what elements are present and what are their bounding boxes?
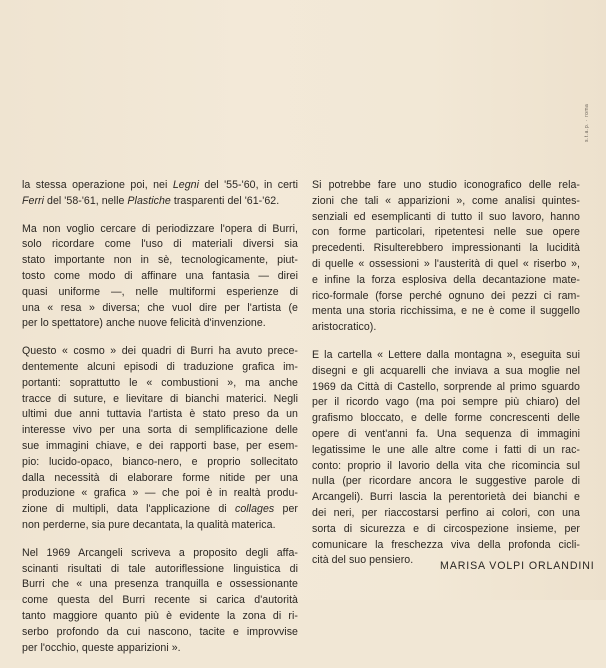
text-line: Si potrebbe fare uno studio iconografico delle rela-: [312, 179, 580, 191]
text-line: come questa del Burri recente si carica d'autorità: [22, 594, 298, 607]
text-line: serbo profondo da cui nascono, tacite e improvvise: [22, 625, 298, 638]
text-line: tracce di suture, e lievitare di bianchi materici. Negli: [22, 392, 298, 405]
italic-term-ferri: Ferri: [22, 194, 45, 207]
text-line: conto: proprio il lavorio della vita che ricomincia sul: [312, 459, 580, 472]
paragraph-3: [22, 344, 298, 534]
text-line: una « resa » diversa; che vuol dire per l'artista (e: [22, 301, 298, 314]
text-line-fragment: zione di multipli, data l'applicazione di: [22, 503, 235, 516]
italic-term-plastiche: Plastiche: [127, 194, 171, 207]
text-line: tosto come modo di affinare una fantasia — direi: [22, 269, 298, 282]
text-line: dei neri, per riaccostarsi perfino ai colori, con una: [312, 506, 580, 519]
text-line: dentemente alcuni episodi di traduzione grafica im-: [22, 360, 298, 373]
text-line: stato importante non in sè, tecnologicamente, piut-: [22, 254, 298, 267]
text-line: Ma non voglio cercare di periodizzare l'opera di Burri,: [22, 222, 298, 235]
text-line: solo ricordare come l'uso di materiali diversi sia: [22, 238, 298, 251]
text-line: dalla necessità di elaborare forme nitide per una: [22, 471, 298, 484]
text-line: quasi uniforme —, nelle multiformi esperienze di: [22, 285, 298, 298]
text-line: comunicare la freschezza viva della profonda cicli-: [312, 538, 580, 551]
text-line: precedenti. Risulterebbero impressionanti la lucidità: [312, 242, 580, 255]
paragraph-6: [312, 348, 580, 569]
text-line: Arcangeli). Burri lascia la perentorietà dei bianchi e: [312, 491, 580, 504]
paragraph-1: [22, 178, 298, 210]
text-line: rico-formale (forse perché ognuno dei pezzi ci ram-: [312, 289, 580, 302]
text-line: sue immagini chiave, e dei rapporti base, per esem-: [22, 439, 298, 452]
paragraph-5: [312, 178, 580, 336]
paragraph-4: [22, 546, 298, 657]
text-line: ultimi due anni tuttavia l'artista è stato preso da un: [22, 408, 298, 421]
text-line: per l'occhio, queste apparizioni ».: [22, 641, 181, 654]
left-column: [22, 178, 298, 668]
text-line: menta una storia ricchissima, e ne è come il suggello: [312, 305, 580, 318]
text-line: [22, 178, 298, 194]
text-line: tanto maggiore quanto più è evidente la zona di ri-: [22, 609, 298, 622]
text-line: E la cartella « Lettere dalla montagna », eseguita sui: [312, 348, 580, 361]
right-column: [312, 178, 580, 581]
text-line: senziali ed esemplicanti di tutto il suo lavoro, hanno: [312, 210, 580, 223]
text-line: e infine la forza esplosiva della decantazione mate-: [312, 273, 580, 286]
text-line-fragment: del '58-'61, nelle: [44, 194, 128, 207]
text-line-fragment: la stessa operazione poi, nei: [22, 179, 173, 191]
text-line: non perderne, sia pure decantata, la qualità materica.: [22, 518, 276, 531]
text-line: Nel 1969 Arcangeli scriveva a proposito degli affa-: [22, 546, 298, 559]
text-line: nulla (per ricordare ancora le suggestive parole di: [312, 475, 580, 488]
text-line: opere di vent'anni fa. Una sequenza di immagini: [312, 427, 580, 440]
text-line-fragment: trasparenti del '61-'62.: [170, 194, 280, 207]
text-line: legatissime le une alle altre come i fatti di un rac-: [312, 443, 580, 456]
text-line: sorta di sicurezza e di circospezione insieme, per: [312, 522, 580, 535]
italic-term-legni: Legni: [172, 179, 199, 191]
text-line: Burri che « una presenza tranquilla e ossessionante: [22, 578, 298, 591]
text-line: produzione « grafica » — che poi è in realtà produ-: [22, 487, 298, 500]
italic-term-collages: collages: [234, 503, 275, 516]
text-line: [22, 502, 298, 518]
text-line: [22, 194, 298, 210]
text-line: per il ricordo vago (ma poi sempre più chiaro) del: [312, 396, 580, 409]
paragraph-2: [22, 222, 298, 333]
text-line: cità del suo pensiero.: [312, 554, 414, 567]
text-line-fragment: per: [274, 503, 298, 516]
text-line: 1969 da Città di Castello, sorprende al primo sguardo: [312, 380, 580, 393]
text-line: per lo spettatore) anche nuove felicità d'invenzione.: [22, 317, 266, 330]
text-line: grafismo bloccato, e delle forme concrescenti delle: [312, 412, 580, 425]
text-line: disegni e gli acquarelli che inviava a sua moglie nel: [312, 364, 580, 377]
text-line: di quelle « ossessioni » l'austerità di quel « riserbo »,: [312, 257, 580, 270]
text-line: scinanti risultati di tale autoriflessione linguistica di: [22, 562, 298, 575]
text-line-fragment: del '55-'60, in certi: [198, 179, 299, 191]
printer-imprint: s.t.a.p. · roma: [584, 103, 590, 142]
author-signature: MARISA VOLPI ORLANDINI: [440, 560, 595, 572]
text-line: portanti: soprattutto le « combustioni », ma anche: [22, 376, 298, 389]
text-line: interesse vivo per una sorta di semplificazione delle: [22, 424, 298, 437]
text-line: zioni che tali « apparizioni », come analisi quintes-: [312, 194, 580, 207]
text-line: pio: lucido-opaco, bianco-nero, e proprio sollecitato: [22, 455, 298, 468]
text-line: aristocratico).: [312, 321, 377, 334]
text-line: Questo « cosmo » dei quadri di Burri ha avuto prece-: [22, 345, 298, 358]
text-line: con forme particolari, ripetentesi nelle sue opere: [312, 226, 580, 239]
